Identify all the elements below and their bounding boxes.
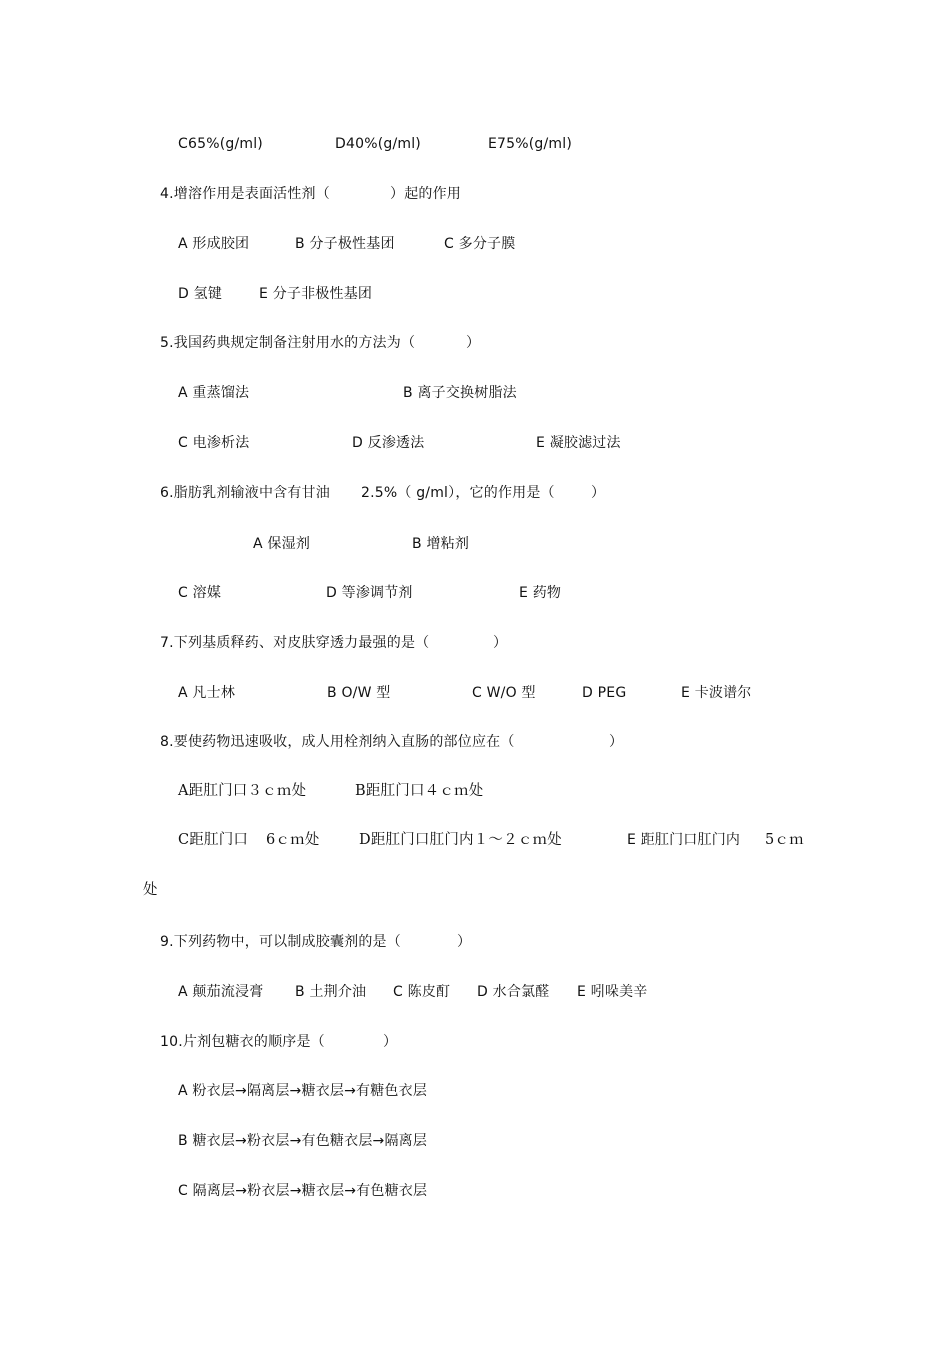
option-text: A 保湿剂 (253, 536, 311, 552)
option-text: C 电渗析法 (178, 435, 250, 451)
option-text: E 药物 (519, 585, 562, 601)
option-text: D PEG (582, 685, 627, 701)
question-text: 6.脂肪乳剂输液中含有甘油 (160, 485, 330, 501)
question-text: ）起的作用 (390, 186, 461, 202)
question-text: 10.片剂包糖衣的顺序是（ (160, 1034, 325, 1050)
option-text: D距肛门口肛门内１～２ｃｍ处 (359, 832, 562, 848)
option-text: 6ｃｍ处 (266, 832, 320, 848)
option-text: E 吲哚美辛 (577, 984, 648, 1000)
option-text: C 溶媒 (178, 585, 222, 601)
question-text: ） (493, 635, 508, 651)
option-text: E 分子非极性基团 (259, 286, 373, 302)
question-text: ） (383, 1034, 398, 1050)
question-text: ） (609, 734, 624, 750)
option-text: D 等渗调节剂 (326, 585, 413, 601)
option-text: E75%(g/ml) (488, 136, 573, 152)
question-text: ） (591, 485, 606, 501)
option-text: C 陈皮酊 (393, 984, 451, 1000)
option-text: D 水合氯醛 (477, 984, 550, 1000)
option-text: A 重蒸馏法 (178, 385, 250, 401)
option-text: C65%(g/ml) (178, 136, 263, 152)
option-text: B 分子极性基团 (295, 236, 395, 252)
question-text: 8.要使药物迅速吸收，成人用栓剂纳入直肠的部位应在（ (160, 734, 515, 750)
option-text: A 粉衣层→隔离层→糖衣层→有糖色衣层 (178, 1083, 428, 1099)
option-text: C距肛门口 (178, 832, 249, 848)
option-text: B 离子交换树脂法 (403, 385, 517, 401)
option-text: E 距肛门口肛门内 (627, 832, 741, 848)
option-text: B 土荆介油 (295, 984, 367, 1000)
question-text: ） (457, 934, 472, 950)
option-text: E 卡波谱尔 (681, 685, 752, 701)
option-text: C 多分子膜 (444, 236, 516, 252)
option-text: D 氢键 (178, 286, 223, 302)
option-text: A距肛门口３ｃｍ处 (178, 783, 307, 799)
option-text: B 糖衣层→粉衣层→有色糖衣层→隔离层 (178, 1133, 428, 1149)
question-text: 9.下列药物中，可以制成胶囊剂的是（ (160, 934, 401, 950)
option-text: E 凝胶滤过法 (536, 435, 621, 451)
question-text: ） (466, 335, 481, 351)
question-text: 7.下列基质释药、对皮肤穿透力最强的是（ (160, 635, 430, 651)
option-text: C W/O 型 (472, 685, 536, 701)
option-text: A 凡士林 (178, 685, 236, 701)
option-text: D40%(g/ml) (335, 136, 421, 152)
option-text: B距肛门口４ｃｍ处 (355, 783, 484, 799)
option-text: A 形成胶团 (178, 236, 250, 252)
option-text: A 颠茄流浸膏 (178, 984, 264, 1000)
question-text: 5.我国药典规定制备注射用水的方法为（ (160, 335, 416, 351)
question-text: 4.增溶作用是表面活性剂（ (160, 186, 330, 202)
option-text: B O/W 型 (327, 685, 391, 701)
question-text: 2.5%（ g/ml），它的作用是（ (361, 485, 555, 501)
option-text: D 反渗透法 (352, 435, 425, 451)
option-text: 5ｃｍ (765, 832, 804, 848)
option-text: B 增粘剂 (412, 536, 470, 552)
option-text: C 隔离层→粉衣层→糖衣层→有色糖衣层 (178, 1183, 428, 1199)
option-text: 处 (143, 882, 158, 898)
